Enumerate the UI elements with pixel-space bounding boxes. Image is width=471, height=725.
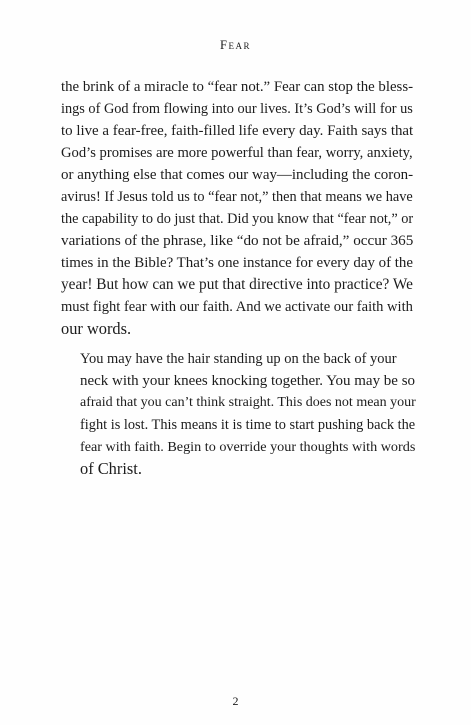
text-line: must fight fear with our faith. And we activate our faith with — [61, 299, 413, 315]
running-head: Fear — [220, 38, 251, 52]
paragraph-1 — [61, 76, 413, 340]
text-line: fear with faith. Begin to override your thoughts with words — [80, 439, 416, 455]
text-line: year! But how can we put that directive into practice? We — [61, 276, 413, 293]
text-line: or anything else that comes our way—including the coron- — [61, 167, 414, 183]
text-line: avirus! If Jesus told us to “fear not,” then that means we have — [61, 189, 413, 205]
paragraph-2 — [61, 348, 416, 480]
text-line: fight is lost. This means it is time to start pushing back the — [80, 417, 416, 433]
text-line: to live a fear-free, faith-filled life every day. Faith says that — [61, 123, 414, 139]
text-line: You may have the hair standing up on the back of your — [80, 351, 397, 367]
text-line: variations of the phrase, like “do not be afraid,” occur 365 — [61, 232, 414, 249]
text-line: neck with your knees knocking together. You may be so — [80, 373, 416, 389]
text-line: afraid that you can’t think straight. This does not mean your — [80, 395, 416, 410]
text-line: our words. — [61, 319, 132, 338]
text-line: times in the Bible? That’s one instance for every day of the — [61, 255, 413, 271]
body-text — [61, 76, 416, 480]
text-line: of Christ. — [80, 459, 142, 478]
text-line: the brink of a miracle to “fear not.” Fear can stop the bless- — [61, 79, 414, 95]
text-line: the capability to do just that. Did you know that “fear not,” or — [61, 211, 414, 227]
page-number: 2 — [232, 694, 239, 708]
text-line: ings of God from flowing into our lives. It’s God’s will for us — [61, 101, 413, 117]
text-line: God’s promises are more powerful than fear, worry, anxiety, — [61, 145, 413, 161]
